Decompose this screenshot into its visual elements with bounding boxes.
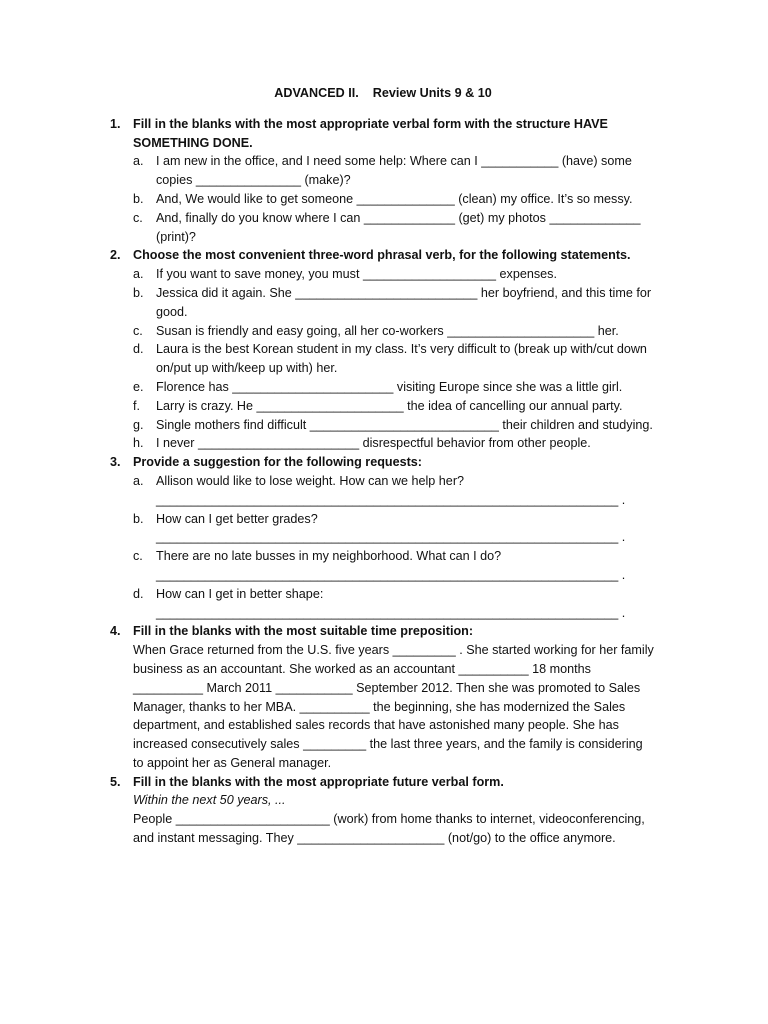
item-letter: d. — [133, 586, 144, 601]
question-4 — [110, 622, 656, 772]
question-heading: Provide a suggestion for the following requests: — [133, 455, 422, 470]
question-1 — [110, 115, 656, 247]
question-paragraph: People ______________________ (work) from home thanks to internet, videoconferencing, and instant messaging. They _____________________ (not/go) to the office anymore. — [133, 812, 645, 846]
question-heading: Fill in the blanks with the most appropriate verbal form with the structure HAVE SOMETHING DONE. — [133, 116, 608, 150]
item-letter: a. — [133, 267, 144, 282]
list-item — [133, 340, 656, 378]
item-letter: b. — [133, 191, 144, 206]
question-heading: Choose the most convenient three-word phrasal verb, for the following statements. — [133, 248, 631, 263]
list-item — [133, 510, 656, 548]
question-heading: Fill in the blanks with the most suitable time preposition: — [133, 624, 474, 639]
page-title — [110, 84, 656, 103]
question-items — [133, 265, 656, 453]
answer-line: __________________________________________________________________ . — [156, 605, 626, 620]
item-letter: b. — [133, 285, 144, 300]
item-text: I am new in the office, and I need some help: Where can I ___________ (have) some copies _______________ (make)? — [156, 154, 632, 188]
list-item — [133, 265, 656, 284]
item-letter: a. — [133, 154, 144, 169]
question-number: 1. — [110, 116, 121, 131]
item-text: Larry is crazy. He _____________________ the idea of cancelling our annual party. — [156, 398, 623, 413]
list-item — [133, 284, 656, 322]
question-5 — [110, 773, 656, 848]
item-letter: g. — [133, 417, 144, 432]
item-text: Allison would like to lose weight. How can we help her? — [156, 473, 465, 488]
list-item — [133, 378, 656, 397]
item-text: Laura is the best Korean student in my class. It’s very difficult to (break up with/cut down on/put up with/keep up with) her. — [156, 342, 647, 376]
item-text: Jessica did it again. She __________________________ her boyfriend, and this time for good. — [156, 285, 652, 319]
item-text: Susan is friendly and easy going, all her co-workers _____________________ her. — [156, 323, 619, 338]
question-2 — [110, 246, 656, 453]
answer-line: __________________________________________________________________ . — [156, 530, 626, 545]
item-text: If you want to save money, you must ___________________ expenses. — [156, 267, 557, 282]
item-letter: c. — [133, 323, 143, 338]
item-letter: c. — [133, 210, 143, 225]
list-item — [133, 434, 656, 453]
item-letter: h. — [133, 436, 144, 451]
list-item — [133, 585, 656, 623]
answer-line: __________________________________________________________________ . — [156, 492, 626, 507]
question-paragraph: When Grace returned from the U.S. five years _________ . She started working for her family business as an accountant. She worked as an accountant __________ 18 months __________ March 2011 ___________ September 2012. Then she was promoted to Sales Manager, thanks to her MBA. __________ the beginning, she has modernized the Sales department, and established sales records that have astonished many people. She has increased consecutively sales _________ the last three years, and the family is considering to appoint her as General manager. — [133, 643, 654, 770]
question-3 — [110, 453, 656, 622]
question-number: 3. — [110, 455, 121, 470]
question-number: 5. — [110, 774, 121, 789]
question-items — [133, 152, 656, 246]
list-item — [133, 397, 656, 416]
question-items — [133, 472, 656, 622]
list-item — [133, 547, 656, 585]
list-item — [133, 190, 656, 209]
item-text: How can I get in better shape: — [156, 586, 324, 601]
list-item — [133, 472, 656, 510]
item-letter: f. — [133, 398, 140, 413]
list-item — [133, 416, 656, 435]
item-text: And, We would like to get someone ______________ (clean) my office. It’s so messy. — [156, 191, 633, 206]
question-heading: Fill in the blanks with the most appropriate future verbal form. — [133, 774, 504, 789]
question-intro: Within the next 50 years, ... — [133, 793, 286, 808]
item-text: There are no late busses in my neighborhood. What can I do? — [156, 549, 502, 564]
list-item — [133, 152, 656, 190]
course-title: ADVANCED II. — [274, 86, 359, 100]
question-number: 4. — [110, 624, 121, 639]
item-text: I never _______________________ disrespectful behavior from other people. — [156, 436, 591, 451]
question-number: 2. — [110, 248, 121, 263]
item-letter: e. — [133, 379, 144, 394]
item-letter: d. — [133, 342, 144, 357]
item-text: Florence has _______________________ visiting Europe since she was a little girl. — [156, 379, 623, 394]
item-text: How can I get better grades? — [156, 511, 318, 526]
list-item — [133, 209, 656, 247]
list-item — [133, 322, 656, 341]
answer-line: __________________________________________________________________ . — [156, 567, 626, 582]
review-title: Review Units 9 & 10 — [372, 86, 492, 100]
item-letter: c. — [133, 549, 143, 564]
item-text: And, finally do you know where I can _____________ (get) my photos _____________ (print)? — [156, 210, 641, 244]
item-letter: b. — [133, 511, 144, 526]
item-text: Single mothers find difficult ___________________________ their children and studying. — [156, 417, 653, 432]
item-letter: a. — [133, 473, 144, 488]
